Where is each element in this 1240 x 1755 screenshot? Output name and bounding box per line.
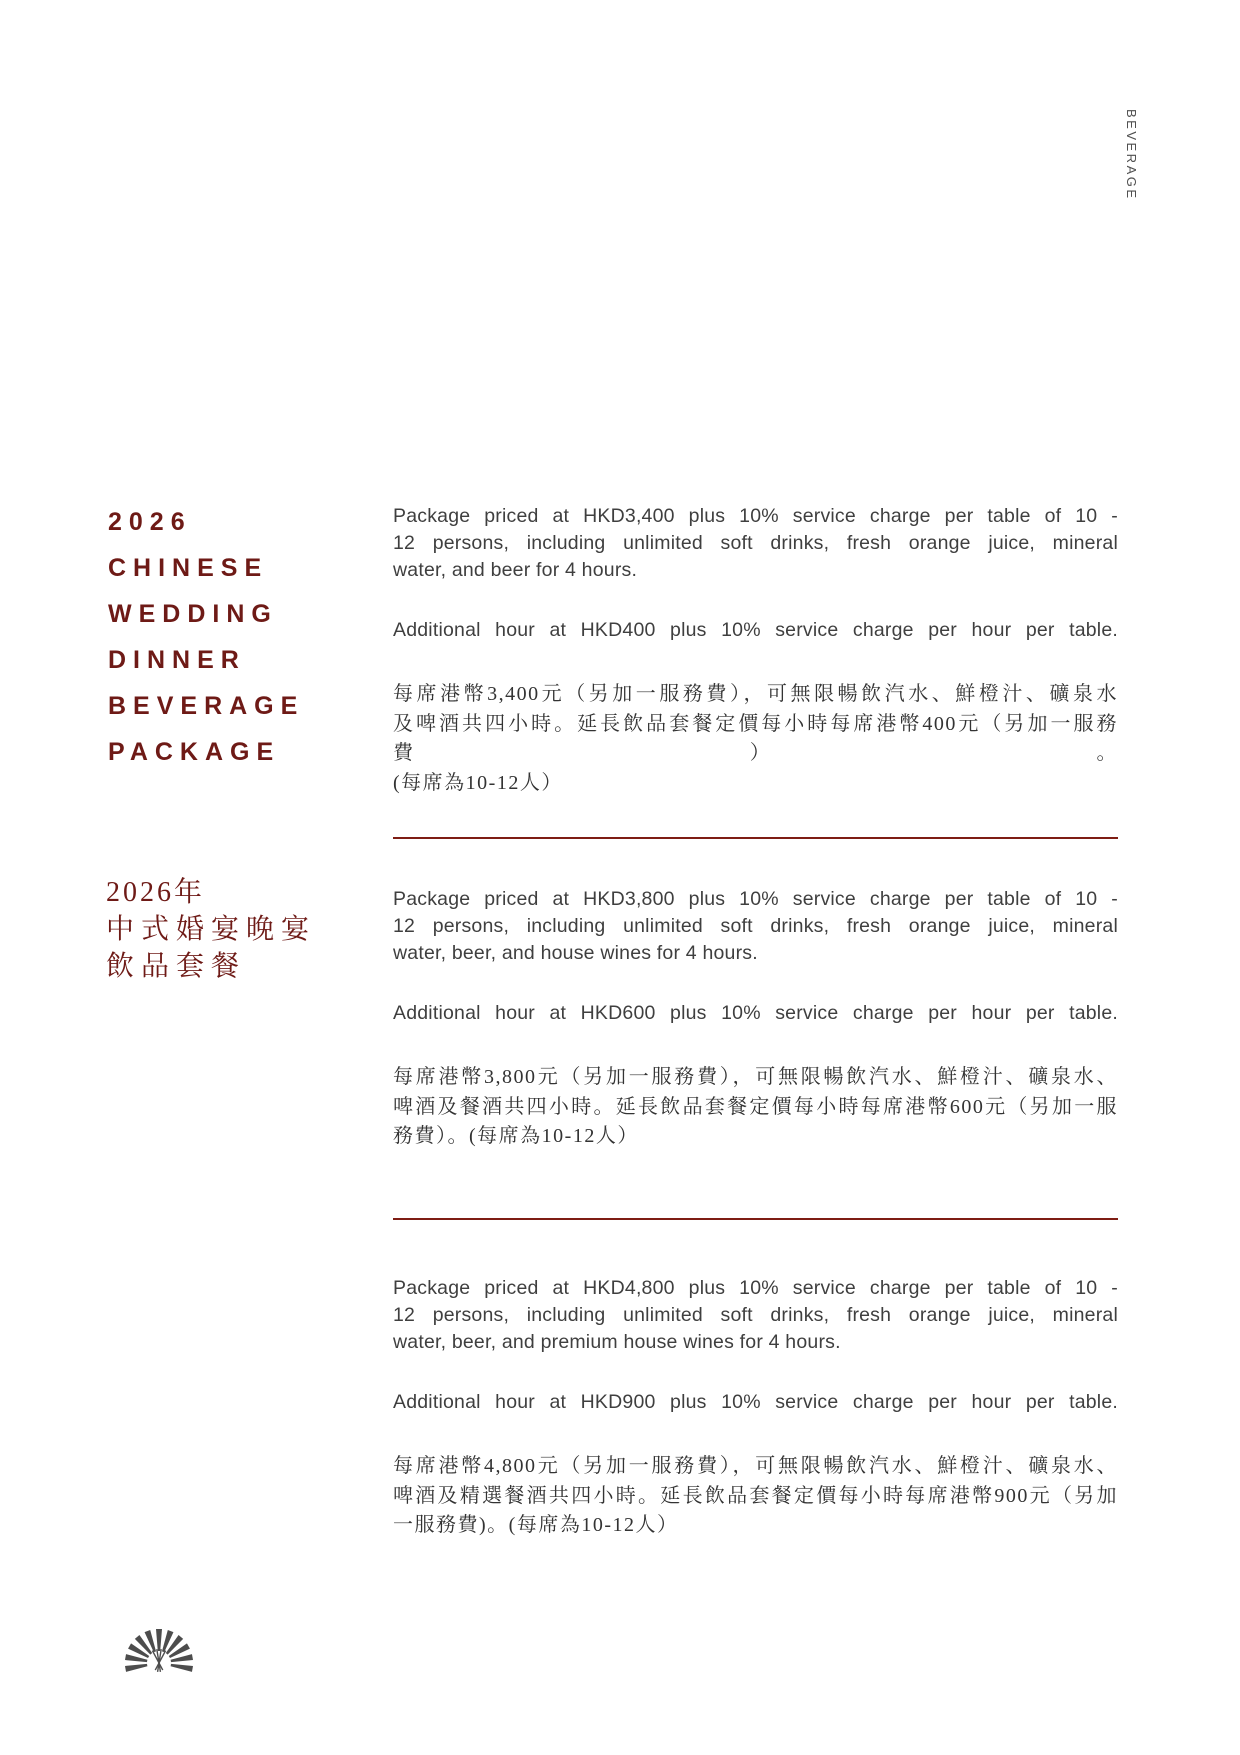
section-divider — [393, 1218, 1118, 1220]
text-line: 每席港幣4,800元（另加一服務費），可無限暢飲汽水、鮮橙汁、礦泉水、 — [393, 1455, 1118, 1477]
text-line: Package priced at HKD3,800 plus 10% service charge per table of 10 - — [393, 888, 1118, 910]
package-description-cn — [393, 1452, 1118, 1541]
package-description-en — [393, 503, 1118, 584]
text-line: water, and beer for 4 hours. — [393, 559, 638, 581]
text-line: Package priced at HKD4,800 plus 10% service charge per table of 10 - — [393, 1277, 1118, 1299]
title-line: CHINESE — [108, 554, 269, 582]
text-line: water, beer, and house wines for 4 hours. — [393, 942, 758, 964]
package-description-en — [393, 1275, 1118, 1356]
additional-hour-en: Additional hour at HKD600 plus 10% service charge per hour per table. — [393, 1002, 1118, 1024]
text-line: 啤酒及精選餐酒共四小時。延長飲品套餐定價每小時每席港幣900元（另加 — [393, 1484, 1118, 1507]
package-description-en — [393, 886, 1118, 967]
package-title-en — [108, 499, 304, 775]
title-line: WEDDING — [108, 600, 278, 628]
text-line: 一服務費)。(每席為10-12人） — [393, 1514, 679, 1536]
text-line: water, beer, and premium house wines for 4 hours. — [393, 1331, 841, 1353]
text-line: Package priced at HKD3,400 plus 10% service charge per table of 10 - — [393, 505, 1118, 527]
text-line: 每席港幣3,800元（另加一服務費），可無限暢飲汽水、鮮橙汁、礦泉水、 — [393, 1066, 1118, 1088]
title-line: DINNER — [108, 646, 246, 674]
folding-fan-icon — [120, 1622, 198, 1679]
title-line: 中式婚宴晚宴 — [106, 914, 317, 945]
text-line: 12 persons, including unlimited soft drinks, fresh orange juice, mineral — [393, 532, 1118, 554]
title-line: PACKAGE — [108, 738, 281, 766]
text-line: 務費）。(每席為10-12人） — [393, 1125, 639, 1147]
text-line: 啤酒及餐酒共四小時。延長飲品套餐定價每小時每席港幣600元（另加一服 — [393, 1095, 1118, 1118]
section-divider — [393, 837, 1118, 839]
title-line: 2026 — [108, 508, 192, 536]
package-title-cn — [106, 874, 316, 985]
additional-hour-en: Additional hour at HKD400 plus 10% service charge per hour per table. — [393, 619, 1118, 641]
title-line: BEVERAGE — [108, 692, 305, 720]
text-line: (每席為10-12人） — [393, 771, 563, 794]
text-line: 及啤酒共四小時。延長飲品套餐定價每小時每席港幣400元（另加一服務費）。 — [393, 712, 1118, 764]
package-description-cn — [393, 1063, 1118, 1152]
package-description-cn — [393, 680, 1118, 798]
side-label-beverage: BEVERAGE — [1124, 109, 1139, 201]
package-section-3 — [393, 1275, 1118, 1541]
text-line: 12 persons, including unlimited soft drinks, fresh orange juice, mineral — [393, 915, 1118, 937]
text-line: 12 persons, including unlimited soft drinks, fresh orange juice, mineral — [393, 1304, 1118, 1326]
title-line: 2026年 — [106, 877, 206, 908]
package-section-2 — [393, 886, 1118, 1152]
title-line: 飲品套餐 — [106, 951, 247, 982]
text-line: 每席港幣3,400元（另加一服務費），可無限暢飲汽水、鮮橙汁、礦泉水 — [393, 683, 1118, 705]
additional-hour-en: Additional hour at HKD900 plus 10% service charge per hour per table. — [393, 1391, 1118, 1413]
package-section-1 — [393, 503, 1118, 798]
